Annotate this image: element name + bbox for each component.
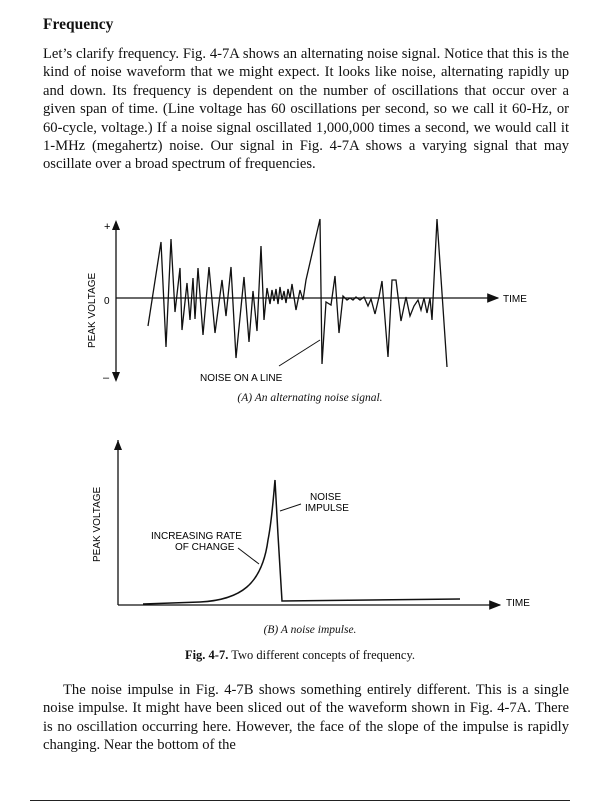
figure-b-y-arrow-up bbox=[114, 440, 122, 450]
figure-caption-text: Two different concepts of frequency. bbox=[228, 648, 416, 662]
figure-caption-number: Fig. 4-7. bbox=[184, 648, 229, 662]
figure-a-annotation: NOISE ON A LINE bbox=[200, 373, 283, 384]
figure-b-impulse-label-1: NOISE bbox=[310, 492, 342, 503]
figure-b-rate-label-1: INCREASING RATE bbox=[151, 531, 242, 542]
figure-a-caption: (A) An alternating noise signal. bbox=[237, 392, 383, 404]
figure-b-x-label: TIME bbox=[506, 598, 530, 609]
page-footer-rule bbox=[30, 800, 570, 801]
figure-b-caption: (B) A noise impulse. bbox=[263, 624, 357, 636]
figure-a-y-label: PEAK VOLTAGE bbox=[87, 272, 98, 348]
figure-a-minus-label: – bbox=[103, 372, 110, 384]
section-heading: Frequency bbox=[43, 16, 114, 33]
figure-a-y-arrow-down bbox=[112, 372, 120, 382]
figure-a-zero-label: 0 bbox=[104, 296, 110, 307]
paragraph-noise-impulse: The noise impulse in Fig. 4-7B shows something entirely different. This is a single noise impulse. It might have been sliced out of the waveform shown in Fig. 4-7A. There is no oscillation occurring here. However, the face of the slope of the impulse is rapidly changing. Near the bottom of the bbox=[43, 682, 569, 754]
figure-a-y-arrow-up bbox=[112, 220, 120, 230]
figure-b-rate-pointer bbox=[238, 548, 259, 564]
figure-caption bbox=[0, 648, 600, 663]
figure-a-plus-label: + bbox=[104, 221, 111, 233]
figure-b-impulse-label-2: IMPULSE bbox=[305, 503, 349, 514]
figure-b-rate-label-2: OF CHANGE bbox=[175, 542, 235, 553]
figure-a-annotation-pointer bbox=[279, 340, 320, 366]
figure-a-noise-waveform bbox=[148, 219, 447, 367]
paragraph-frequency-intro: Let’s clarify frequency. Fig. 4-7A shows an alternating noise signal. Notice that this is the kind of noise waveform that we might expect. It looks like noise, alternating rapidly up and down. Its frequency is dependent on the number of oscillations that occur over a given span of time. (Line voltage has 60 oscillations per second, so we call it 60-Hz, or 60-cycle, voltage.) If a noise signal oscillated 1,000,000 times a second, we would call it 1-MHz (megahertz) noise. Our signal in Fig. 4-7A shows a varying signal that may oscillate over a broad spectrum of frequencies. bbox=[43, 46, 569, 173]
figure-b-y-label: PEAK VOLTAGE bbox=[92, 486, 103, 562]
figure-a-x-label: TIME bbox=[503, 294, 527, 305]
figure-b-impulse-pointer bbox=[280, 504, 301, 511]
